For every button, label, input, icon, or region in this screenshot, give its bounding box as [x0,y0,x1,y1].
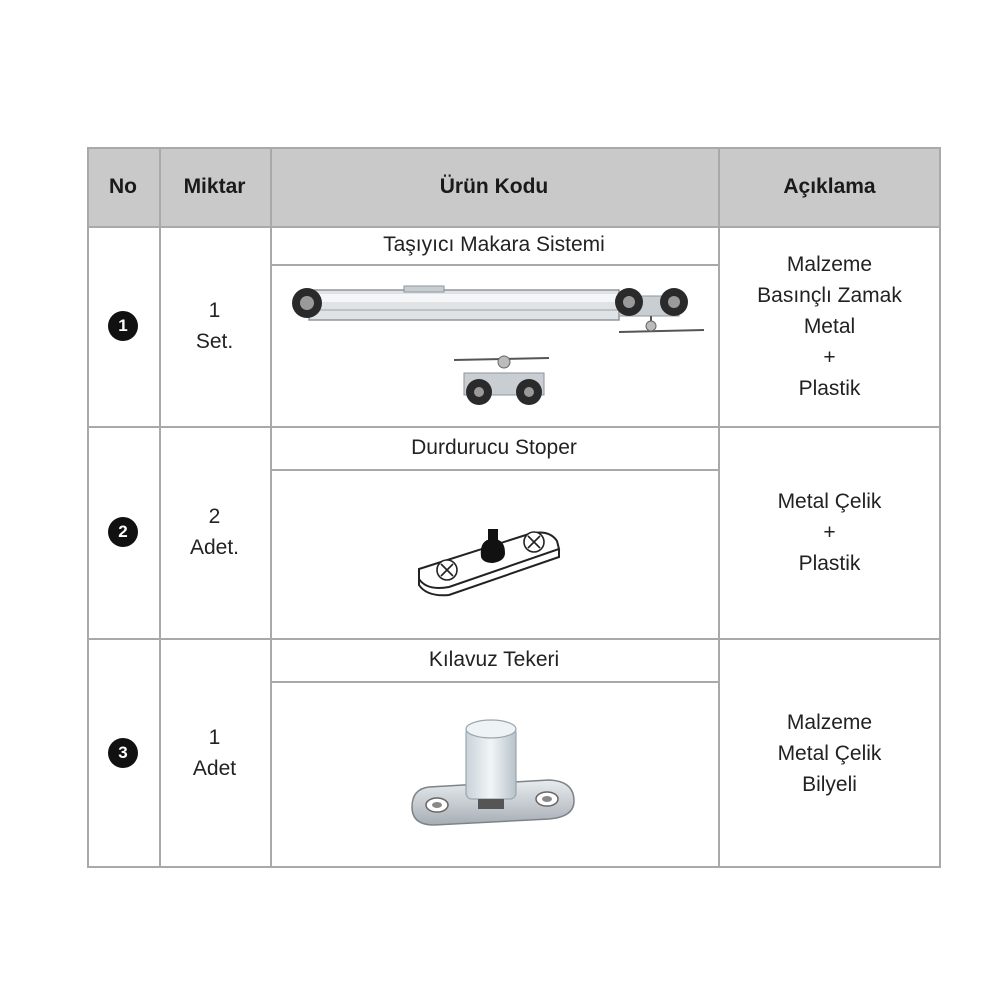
row1-desc [718,226,941,426]
row2-no [87,426,159,638]
number-badge: 1 [108,311,138,341]
grid-line [159,147,161,868]
desc-line: Malzeme [786,710,873,734]
grid-line [270,469,718,471]
desc-line: Malzeme [786,252,873,276]
row1-no [87,226,159,426]
row3-name [270,638,718,681]
grid-line [270,264,718,266]
number-badge: 2 [108,517,138,547]
qty-unit: Adet. [189,536,240,559]
product-name: Kılavuz Tekeri [428,647,560,671]
header-qty [159,147,270,226]
row2-name [270,426,718,469]
desc-line: Bilyeli [802,772,857,796]
grid-line [270,147,272,868]
row3-image [270,681,718,868]
header-code-label: Ürün Kodu [439,174,549,198]
header-no-label: No [109,174,137,198]
row2-desc [718,426,941,638]
roller-track-icon [279,270,709,420]
grid-line [718,147,720,868]
row3-qty [159,638,270,868]
desc-line: Metal Çelik [777,489,882,513]
grid-line [87,147,941,149]
grid-line [87,226,941,228]
desc-line: Metal Çelik [777,741,882,765]
grid-line [87,426,941,428]
row3-desc [718,638,941,868]
header-desc-label: Açıklama [783,174,876,198]
guide-wheel-icon [404,715,584,835]
row1-qty [159,226,270,426]
row2-image [270,469,718,638]
row1-image [270,264,718,426]
row1-name [270,226,718,264]
header-code [270,147,718,226]
qty-amount: 2 [208,505,221,528]
qty-amount: 1 [208,299,221,322]
qty-amount: 1 [208,726,221,749]
row2-qty [159,426,270,638]
desc-line: + [823,345,836,369]
product-name: Durdurucu Stoper [411,435,577,459]
grid-line [87,147,89,868]
product-table [87,147,941,868]
header-no [87,147,159,226]
stopper-plate-icon [409,509,579,599]
number-badge: 3 [108,738,138,768]
desc-line: Metal [803,314,856,338]
grid-line [87,638,941,640]
header-desc [718,147,941,226]
desc-line: + [823,520,836,544]
grid-line [87,866,941,868]
qty-unit: Set. [195,330,234,353]
desc-line: Basınçlı Zamak [757,283,902,307]
row3-no [87,638,159,868]
grid-line [939,147,941,868]
qty-unit: Adet [192,757,237,780]
desc-line: Plastik [798,551,861,575]
header-qty-label: Miktar [183,174,246,198]
product-name: Taşıyıcı Makara Sistemi [383,233,605,256]
desc-line: Plastik [798,376,861,400]
grid-line [270,681,718,683]
